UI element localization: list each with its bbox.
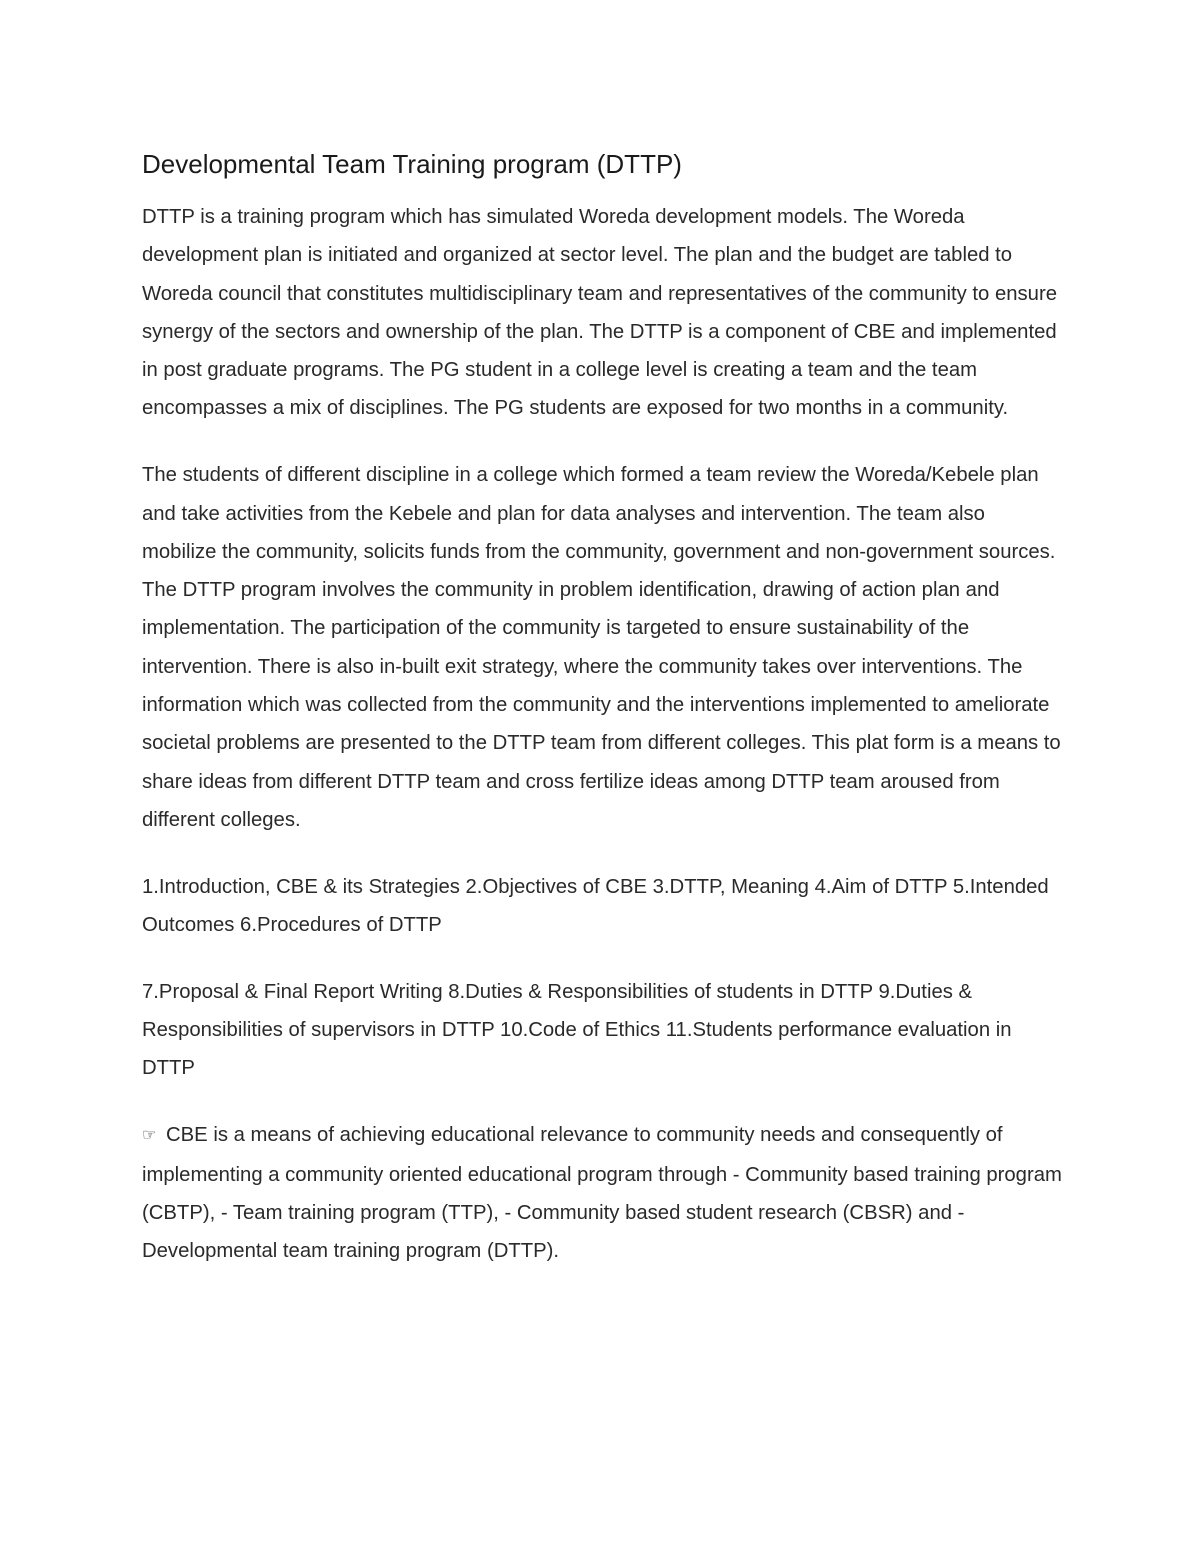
paragraph-dttp-intro: DTTP is a training program which has simulated Woreda development models. The Woreda development plan is initiated and organized at sector level. The plan and the budget are tabled to Woreda council that constitutes multidisciplinary team and representatives of the community to ensure synergy of the sectors and ownership of the plan. The DTTP is a component of CBE and implemented in post graduate programs. The PG student in a college level is creating a team and the team encompasses a mix of disciplines. The PG students are exposed for two months in a community. — [142, 206, 1057, 420]
document-title: Developmental Team Training program (DTTP) — [142, 149, 682, 179]
paragraph-dttp-team: The students of different discipline in a college which formed a team review the Woreda/Kebele plan and take activities from the Kebele and plan for data analyses and intervention. The team also mobilize the community, solicits funds from the community, government and non-government sources. The DTTP program involves the community in problem identification, drawing of action plan and implementation. The participation of the community is targeted to ensure sustainability of the intervention. There is also in-built exit strategy, where the community takes over interventions. The information which was collected from the community and the interventions implemented to ameliorate societal problems are presented to the DTTP team from different colleges. This plat form is a means to share ideas from different DTTP team and cross fertilize ideas among DTTP team aroused from different colleges. — [142, 464, 1061, 831]
paragraph-contents-list-2: 7.Proposal & Final Report Writing 8.Duties & Responsibilities of students in DTTP 9.Duties & Responsibilities of supervisors in DTTP 10.Code of Ethics 11.Students performance evaluation in DTTP — [142, 980, 1012, 1080]
pointing-hand-icon: ☞ — [142, 1127, 157, 1145]
document-content — [142, 138, 1062, 1299]
cbe-definition-text: CBE is a means of achieving educational relevance to community needs and consequently of implementing a community oriented educational program through - Community based training program (CBTP), - Team training program (TTP), - Community based student research (CBSR) and - Developmental team training program (DTTP). — [142, 1124, 1062, 1263]
paragraph-cbe-definition — [142, 1116, 1062, 1270]
paragraph-contents-list-1: 1.Introduction, CBE & its Strategies 2.Objectives of CBE 3.DTTP, Meaning 4.Aim of DTTP 5.Intended Outcomes 6.Procedures of DTTP — [142, 875, 1049, 937]
